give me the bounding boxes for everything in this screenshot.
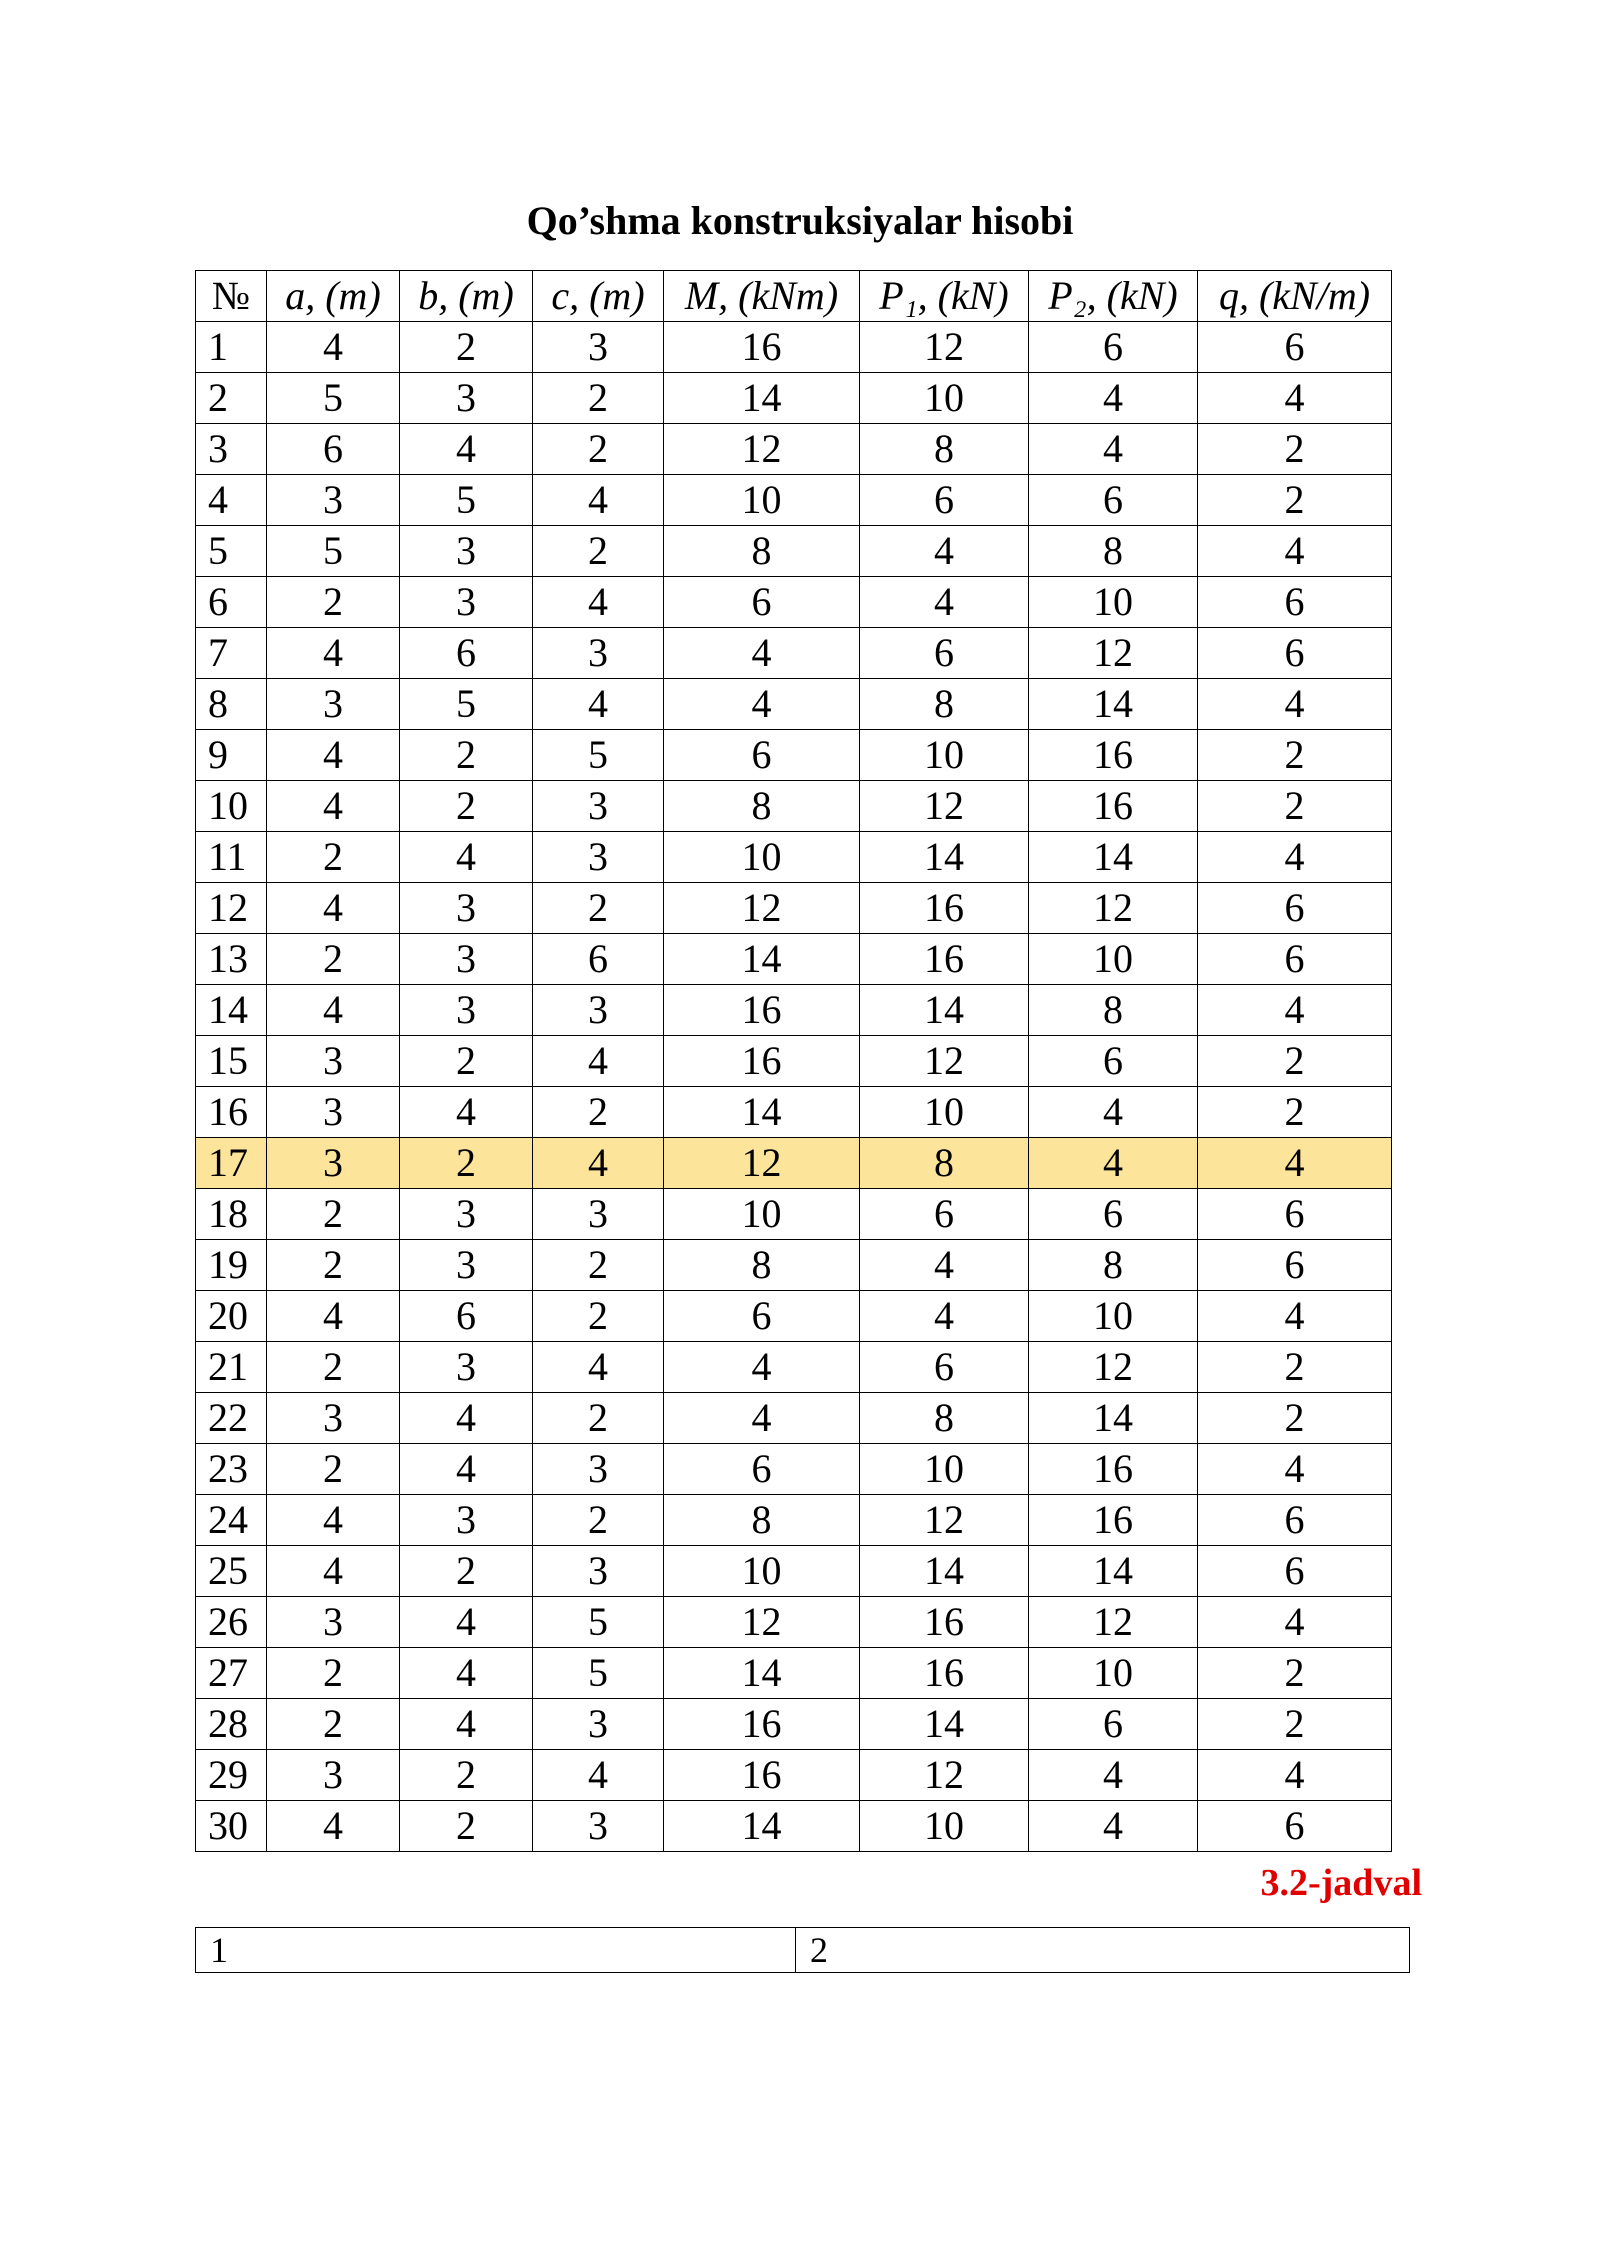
cell-moment: 12 [664,424,860,475]
cell-moment: 6 [664,1444,860,1495]
cell-c: 3 [533,985,664,1036]
cell-p2: 6 [1029,1189,1198,1240]
cell-p1: 8 [860,424,1029,475]
cell-c: 2 [533,1087,664,1138]
header-p2: P₂, (kN) [1029,271,1198,322]
table-row [196,1138,1392,1189]
cell-q: 4 [1198,832,1392,883]
cell-c: 4 [533,1138,664,1189]
cell-moment: 4 [664,1342,860,1393]
header-number: № [196,271,267,322]
cell-p1: 12 [860,1036,1029,1087]
footer-cell-2: 2 [796,1928,1410,1973]
cell-p2: 10 [1029,577,1198,628]
cell-p2: 14 [1029,1393,1198,1444]
cell-q: 6 [1198,1546,1392,1597]
cell-p2: 4 [1029,1138,1198,1189]
cell-b: 4 [400,1648,533,1699]
cell-p2: 12 [1029,1597,1198,1648]
cell-b: 2 [400,730,533,781]
cell-a: 4 [267,1291,400,1342]
table-row [196,322,1392,373]
cell-a: 3 [267,1138,400,1189]
cell-p2: 6 [1029,1699,1198,1750]
cell-c: 5 [533,1648,664,1699]
cell-c: 3 [533,1801,664,1852]
cell-c: 2 [533,1240,664,1291]
cell-moment: 8 [664,1495,860,1546]
cell-a: 3 [267,1036,400,1087]
cell-a: 3 [267,1597,400,1648]
cell-q: 6 [1198,934,1392,985]
cell-number: 5 [196,526,267,577]
cell-p1: 4 [860,577,1029,628]
table-row [196,1342,1392,1393]
cell-c: 6 [533,934,664,985]
header-moment: M, (kNm) [664,271,860,322]
cell-p2: 12 [1029,628,1198,679]
cell-a: 4 [267,730,400,781]
cell-p1: 12 [860,1750,1029,1801]
cell-p1: 4 [860,1240,1029,1291]
header-a: a, (m) [267,271,400,322]
cell-q: 4 [1198,1444,1392,1495]
cell-b: 3 [400,985,533,1036]
cell-c: 4 [533,1342,664,1393]
table-row [196,1750,1392,1801]
cell-p1: 16 [860,1648,1029,1699]
cell-number: 27 [196,1648,267,1699]
cell-a: 4 [267,1495,400,1546]
cell-moment: 6 [664,730,860,781]
cell-moment: 12 [664,1597,860,1648]
cell-q: 4 [1198,1291,1392,1342]
cell-p2: 12 [1029,883,1198,934]
cell-moment: 4 [664,1393,860,1444]
cell-p2: 8 [1029,1240,1198,1291]
cell-c: 3 [533,1546,664,1597]
cell-number: 9 [196,730,267,781]
cell-moment: 4 [664,628,860,679]
cell-q: 4 [1198,526,1392,577]
cell-q: 4 [1198,1138,1392,1189]
data-table [195,270,1392,1852]
cell-c: 2 [533,883,664,934]
cell-number: 8 [196,679,267,730]
cell-c: 2 [533,1393,664,1444]
table-row [196,628,1392,679]
cell-moment: 14 [664,1648,860,1699]
cell-p1: 8 [860,679,1029,730]
cell-number: 26 [196,1597,267,1648]
cell-b: 3 [400,1189,533,1240]
cell-p2: 14 [1029,832,1198,883]
cell-b: 3 [400,1342,533,1393]
cell-b: 4 [400,832,533,883]
cell-b: 5 [400,679,533,730]
cell-p2: 6 [1029,1036,1198,1087]
cell-c: 2 [533,1495,664,1546]
cell-a: 3 [267,679,400,730]
cell-moment: 8 [664,1240,860,1291]
cell-b: 2 [400,1546,533,1597]
cell-a: 4 [267,985,400,1036]
cell-moment: 16 [664,985,860,1036]
cell-c: 4 [533,679,664,730]
cell-q: 6 [1198,1189,1392,1240]
cell-q: 2 [1198,1393,1392,1444]
cell-p2: 10 [1029,934,1198,985]
cell-b: 6 [400,1291,533,1342]
table-row [196,1189,1392,1240]
cell-c: 3 [533,1189,664,1240]
cell-b: 4 [400,1393,533,1444]
cell-q: 6 [1198,322,1392,373]
cell-b: 3 [400,577,533,628]
cell-p1: 16 [860,1597,1029,1648]
cell-number: 1 [196,322,267,373]
cell-q: 2 [1198,781,1392,832]
cell-b: 4 [400,424,533,475]
cell-a: 4 [267,628,400,679]
cell-q: 6 [1198,577,1392,628]
cell-q: 6 [1198,628,1392,679]
cell-p2: 16 [1029,1444,1198,1495]
table-row [196,1036,1392,1087]
cell-a: 4 [267,1546,400,1597]
cell-moment: 6 [664,577,860,628]
cell-moment: 14 [664,373,860,424]
cell-moment: 8 [664,526,860,577]
cell-p1: 6 [860,628,1029,679]
cell-p2: 4 [1029,1087,1198,1138]
cell-p1: 14 [860,1699,1029,1750]
cell-number: 30 [196,1801,267,1852]
cell-b: 2 [400,1036,533,1087]
cell-c: 4 [533,577,664,628]
cell-q: 4 [1198,1750,1392,1801]
cell-q: 4 [1198,679,1392,730]
cell-c: 3 [533,832,664,883]
cell-number: 23 [196,1444,267,1495]
footer-table [195,1927,1410,1973]
cell-b: 3 [400,934,533,985]
cell-a: 4 [267,781,400,832]
cell-q: 4 [1198,985,1392,1036]
table-row [196,424,1392,475]
header-p1: P₁, (kN) [860,271,1029,322]
cell-moment: 6 [664,1291,860,1342]
cell-p2: 14 [1029,679,1198,730]
cell-b: 6 [400,628,533,679]
cell-a: 2 [267,577,400,628]
table-row [196,373,1392,424]
cell-moment: 16 [664,1036,860,1087]
cell-p1: 16 [860,934,1029,985]
cell-p2: 4 [1029,373,1198,424]
table-row [196,1648,1392,1699]
cell-b: 3 [400,1495,533,1546]
cell-p1: 8 [860,1393,1029,1444]
cell-b: 2 [400,1801,533,1852]
cell-p1: 10 [860,730,1029,781]
cell-c: 3 [533,628,664,679]
table-row [196,832,1392,883]
table-header-row [196,271,1392,322]
cell-p1: 12 [860,1495,1029,1546]
cell-b: 3 [400,373,533,424]
table-caption: 3.2-jadval [1260,1862,1422,1904]
cell-b: 5 [400,475,533,526]
cell-number: 7 [196,628,267,679]
cell-p1: 6 [860,475,1029,526]
cell-q: 6 [1198,1801,1392,1852]
cell-moment: 14 [664,1087,860,1138]
table-row [196,679,1392,730]
cell-q: 2 [1198,475,1392,526]
table-row [196,1291,1392,1342]
cell-moment: 14 [664,934,860,985]
table-row [196,985,1392,1036]
cell-c: 2 [533,1291,664,1342]
cell-number: 14 [196,985,267,1036]
cell-number: 6 [196,577,267,628]
cell-b: 2 [400,1138,533,1189]
cell-p2: 16 [1029,781,1198,832]
cell-number: 21 [196,1342,267,1393]
cell-c: 5 [533,1597,664,1648]
cell-a: 2 [267,1342,400,1393]
cell-b: 3 [400,1240,533,1291]
cell-q: 6 [1198,1495,1392,1546]
table-row [196,475,1392,526]
cell-b: 2 [400,1750,533,1801]
table-body [196,322,1392,1852]
cell-a: 2 [267,1444,400,1495]
cell-c: 4 [533,1036,664,1087]
cell-a: 2 [267,934,400,985]
cell-b: 2 [400,322,533,373]
cell-number: 28 [196,1699,267,1750]
cell-a: 2 [267,1648,400,1699]
cell-q: 2 [1198,1342,1392,1393]
table-row [196,883,1392,934]
cell-c: 2 [533,373,664,424]
table-row [196,577,1392,628]
cell-p1: 6 [860,1342,1029,1393]
cell-p1: 4 [860,526,1029,577]
cell-moment: 16 [664,1699,860,1750]
cell-c: 4 [533,475,664,526]
cell-q: 2 [1198,424,1392,475]
cell-q: 4 [1198,373,1392,424]
cell-p1: 4 [860,1291,1029,1342]
cell-number: 25 [196,1546,267,1597]
cell-number: 29 [196,1750,267,1801]
cell-b: 4 [400,1699,533,1750]
cell-number: 24 [196,1495,267,1546]
cell-number: 12 [196,883,267,934]
cell-a: 2 [267,832,400,883]
cell-a: 5 [267,373,400,424]
table-row [196,781,1392,832]
cell-moment: 16 [664,1750,860,1801]
cell-number: 19 [196,1240,267,1291]
document-title: Qo’shma konstruksiyalar hisobi [526,198,1074,243]
cell-p1: 16 [860,883,1029,934]
cell-b: 3 [400,526,533,577]
cell-c: 3 [533,1699,664,1750]
cell-p2: 10 [1029,1648,1198,1699]
cell-q: 2 [1198,1699,1392,1750]
cell-p2: 14 [1029,1546,1198,1597]
cell-p1: 10 [860,1444,1029,1495]
table-row [196,1597,1392,1648]
cell-number: 13 [196,934,267,985]
cell-moment: 8 [664,781,860,832]
cell-q: 4 [1198,1597,1392,1648]
cell-number: 3 [196,424,267,475]
cell-a: 3 [267,1750,400,1801]
cell-a: 4 [267,883,400,934]
cell-moment: 12 [664,1138,860,1189]
cell-p2: 4 [1029,1750,1198,1801]
cell-p2: 4 [1029,1801,1198,1852]
table-row [196,1699,1392,1750]
cell-b: 4 [400,1087,533,1138]
cell-c: 3 [533,322,664,373]
cell-moment: 4 [664,679,860,730]
cell-p1: 10 [860,1801,1029,1852]
cell-p1: 14 [860,985,1029,1036]
header-c: c, (m) [533,271,664,322]
cell-b: 4 [400,1444,533,1495]
cell-q: 6 [1198,883,1392,934]
cell-moment: 10 [664,1189,860,1240]
table-row [196,1495,1392,1546]
cell-a: 2 [267,1189,400,1240]
cell-p2: 16 [1029,1495,1198,1546]
cell-number: 4 [196,475,267,526]
footer-row [196,1928,1410,1973]
cell-q: 2 [1198,1648,1392,1699]
cell-number: 2 [196,373,267,424]
cell-number: 17 [196,1138,267,1189]
cell-number: 22 [196,1393,267,1444]
cell-b: 4 [400,1597,533,1648]
cell-p1: 10 [860,1087,1029,1138]
cell-moment: 12 [664,883,860,934]
cell-a: 2 [267,1240,400,1291]
cell-p2: 12 [1029,1342,1198,1393]
cell-p2: 4 [1029,424,1198,475]
cell-p1: 12 [860,781,1029,832]
cell-c: 3 [533,781,664,832]
cell-moment: 16 [664,322,860,373]
cell-b: 3 [400,883,533,934]
table-row [196,526,1392,577]
cell-c: 4 [533,1750,664,1801]
table-row [196,934,1392,985]
cell-moment: 10 [664,832,860,883]
cell-a: 3 [267,1087,400,1138]
cell-p1: 10 [860,373,1029,424]
header-q: q, (kN/m) [1198,271,1392,322]
cell-q: 2 [1198,1036,1392,1087]
cell-a: 2 [267,1699,400,1750]
table-row [196,1444,1392,1495]
cell-number: 20 [196,1291,267,1342]
cell-p1: 14 [860,832,1029,883]
cell-p2: 8 [1029,526,1198,577]
cell-p2: 10 [1029,1291,1198,1342]
cell-p1: 12 [860,322,1029,373]
table-row [196,1546,1392,1597]
table-row [196,1240,1392,1291]
cell-number: 16 [196,1087,267,1138]
cell-q: 2 [1198,1087,1392,1138]
cell-p1: 8 [860,1138,1029,1189]
cell-p2: 8 [1029,985,1198,1036]
cell-a: 3 [267,1393,400,1444]
cell-number: 15 [196,1036,267,1087]
table-row [196,1393,1392,1444]
cell-p2: 6 [1029,322,1198,373]
cell-moment: 10 [664,1546,860,1597]
cell-c: 2 [533,526,664,577]
cell-q: 6 [1198,1240,1392,1291]
cell-p2: 16 [1029,730,1198,781]
cell-number: 10 [196,781,267,832]
cell-c: 3 [533,1444,664,1495]
cell-a: 6 [267,424,400,475]
cell-number: 18 [196,1189,267,1240]
cell-p1: 14 [860,1546,1029,1597]
header-b: b, (m) [400,271,533,322]
cell-c: 2 [533,424,664,475]
table-row [196,1087,1392,1138]
cell-a: 5 [267,526,400,577]
cell-p1: 6 [860,1189,1029,1240]
cell-c: 5 [533,730,664,781]
cell-a: 4 [267,322,400,373]
cell-b: 2 [400,781,533,832]
cell-moment: 14 [664,1801,860,1852]
cell-p2: 6 [1029,475,1198,526]
footer-cell-1: 1 [196,1928,796,1973]
table-row [196,1801,1392,1852]
cell-moment: 10 [664,475,860,526]
cell-q: 2 [1198,730,1392,781]
cell-number: 11 [196,832,267,883]
cell-a: 4 [267,1801,400,1852]
table-row [196,730,1392,781]
cell-a: 3 [267,475,400,526]
